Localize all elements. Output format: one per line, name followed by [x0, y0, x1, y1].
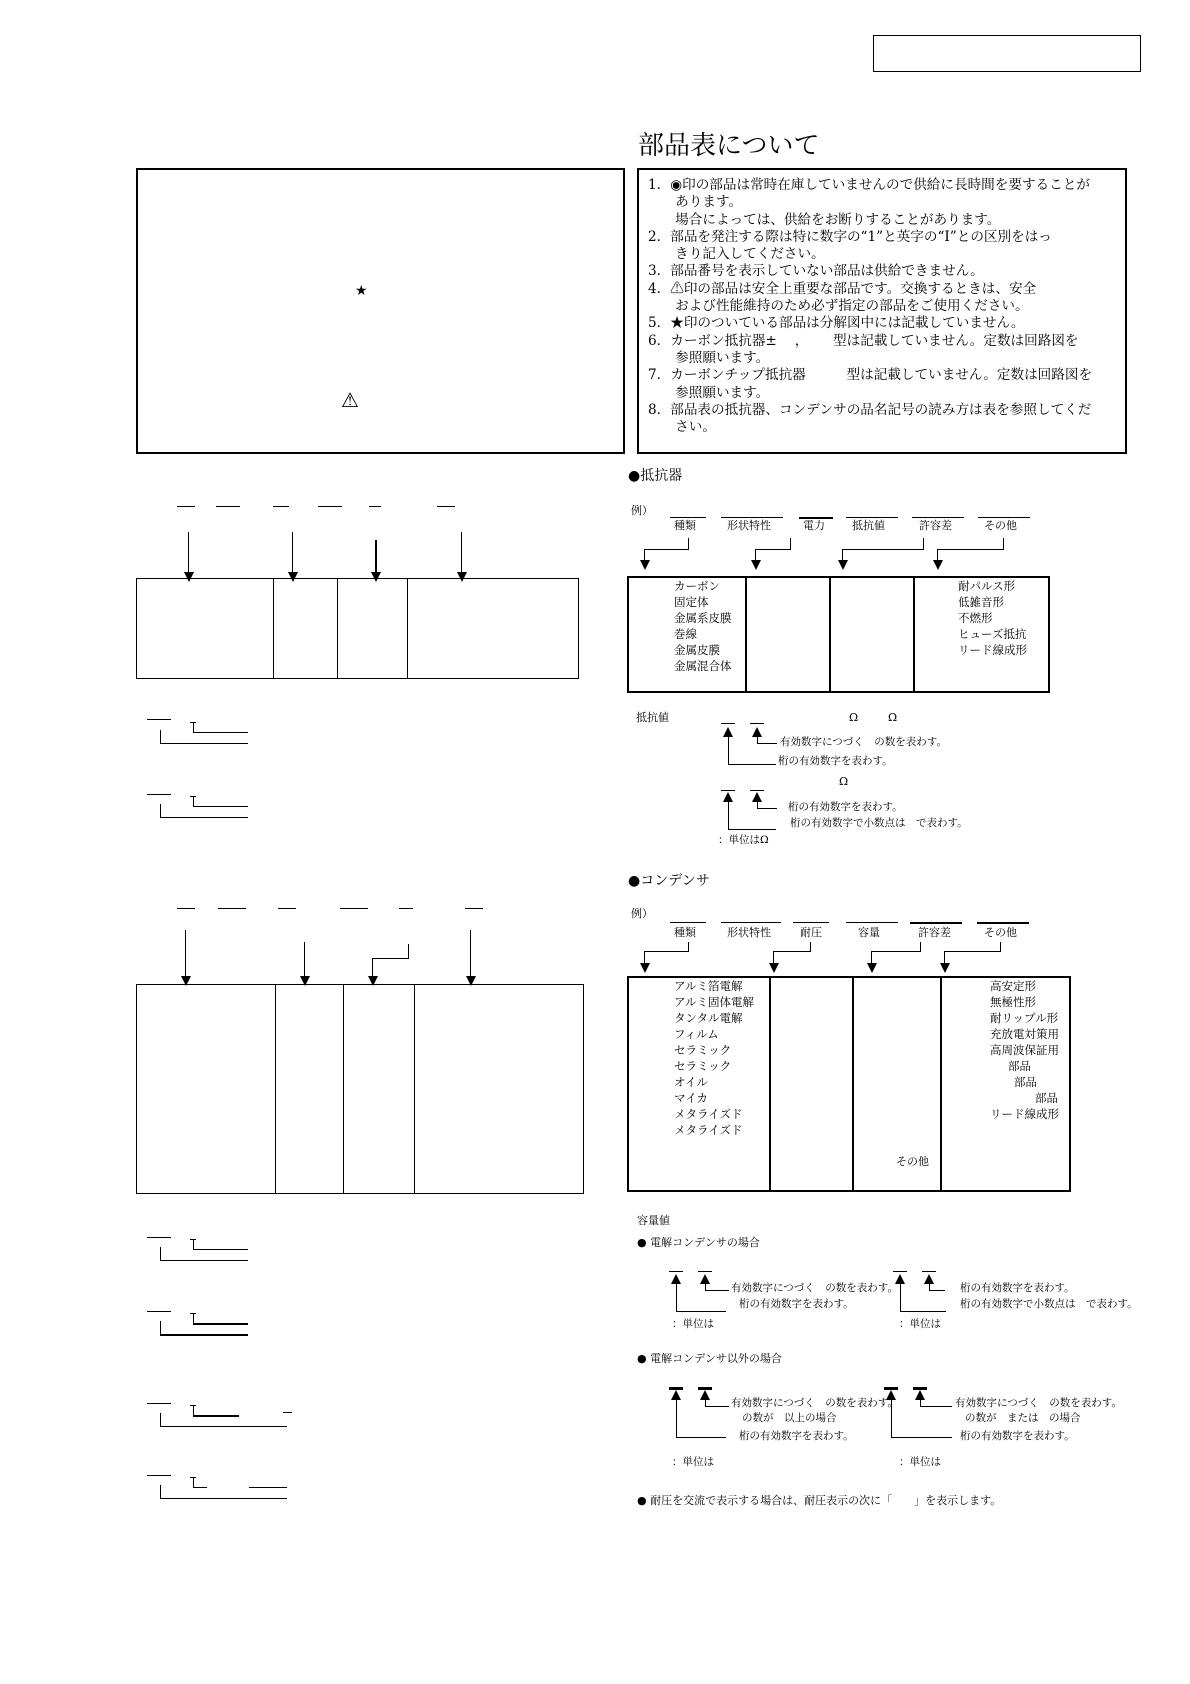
note-line: 8．部品表の抵抗器、コンデンサの品名記号の読み方は表を参照してくだ	[648, 401, 1092, 418]
page-title: 部品表について	[638, 131, 820, 161]
omega-symbol: Ω	[888, 711, 898, 724]
note-line: 場合によっては、供給をお断りすることがあります。	[648, 211, 1001, 228]
resistor-other-list: 耐パルス形 低雑音形 不燃形 ヒューズ抵抗 リード線成形	[958, 579, 1027, 657]
resistance-note: 桁の有効数字を表わす。	[788, 801, 903, 813]
capacity-note: 桁の有効数字を表わす。	[739, 1430, 854, 1442]
capacitor-example-label: 例）	[631, 907, 653, 920]
capacitor-other-list: 高安定形 無極性形 耐リップル形 充放電対策用 高周波保証用 部品 部品 部品 リード線成形	[990, 979, 1059, 1121]
capacity-note: 有効数字につづく の数を表わす。	[731, 1397, 898, 1409]
header-model-box	[873, 35, 1141, 72]
note-line: さい。	[648, 419, 716, 436]
capacity-unit: ：単位は	[672, 1318, 714, 1330]
note-line: きり記入してください。	[648, 246, 825, 263]
notes-list	[648, 177, 1092, 436]
capacity-unit: ：単位は	[672, 1456, 714, 1468]
capacitor-field-voltage: 耐圧	[800, 926, 822, 939]
resistor-field-shape: 形状特性	[727, 519, 771, 532]
resistance-note: 桁の有効数字で小数点は で表わす。	[790, 817, 968, 829]
capacity-value-label: 容量値	[637, 1214, 670, 1227]
resistor-field-power: 電力	[803, 519, 825, 532]
capacity-unit: ：単位は	[899, 1456, 941, 1468]
capacitor-field-tolerance: 許容差	[918, 926, 951, 939]
note-line: 2．部品を発注する際は特に数字の“1”と英字の“I”との区別をはっ	[648, 228, 1052, 245]
note-line: 3．部品番号を表示していない部品は供給できません。	[648, 263, 984, 280]
capacity-note: 有効数字につづく の数を表わす。	[731, 1282, 898, 1294]
note-line: 4．⚠印の部品は安全上重要な部品です。交換するときは、安全	[648, 280, 1037, 297]
capacitor-heading: ●コンデンサ	[628, 873, 710, 889]
ac-voltage-note: ● 耐圧を交流で表示する場合は、耐圧表示の次に「 」を表示します。	[637, 1494, 1002, 1507]
omega-symbol: Ω	[839, 775, 849, 788]
warning-icon: ⚠	[341, 388, 359, 412]
left-notice-box	[136, 168, 625, 454]
resistance-unit: ：単位はΩ	[718, 834, 769, 846]
capacity-note: 桁の有効数字を表わす。	[960, 1282, 1075, 1294]
capacity-note: の数が または の場合	[965, 1412, 1081, 1424]
capacity-other-label: その他	[896, 1155, 929, 1168]
note-line: 1．◉印の部品は常時在庫していませんので供給に長時間を要することが	[648, 177, 1090, 193]
left-resistor-table	[136, 578, 579, 679]
note-line: 参照願います。	[648, 349, 770, 366]
note-line: 6．カーボン抵抗器± ， 型は記載していません。定数は回路図を	[648, 332, 1079, 349]
resistor-field-type: 種類	[674, 519, 696, 532]
capacitor-field-capacity: 容量	[858, 926, 880, 939]
resistance-note: 有効数字につづく の数を表わす。	[780, 736, 947, 748]
capacitor-field-other: その他	[984, 926, 1017, 939]
resistor-heading: ●抵抗器	[628, 468, 683, 484]
electrolytic-heading: ● 電解コンデンサの場合	[637, 1236, 760, 1249]
capacitor-field-shape: 形状特性	[727, 926, 771, 939]
omega-symbol: Ω	[849, 711, 859, 724]
capacitor-field-type: 種類	[674, 926, 696, 939]
resistor-field-other: その他	[984, 519, 1017, 532]
capacity-note: の数が 以上の場合	[742, 1412, 837, 1424]
capacity-note: 桁の有効数字を表わす。	[739, 1298, 854, 1310]
note-line: 参照願います。	[648, 384, 770, 401]
capacity-note: 有効数字につづく の数を表わす。	[955, 1397, 1122, 1409]
resistance-value-label: 抵抗値	[636, 711, 669, 724]
star-mark: ★	[355, 283, 368, 299]
capacity-note: 桁の有効数字を表わす。	[960, 1430, 1075, 1442]
resistor-field-tolerance: 許容差	[919, 519, 952, 532]
note-line: および性能維持のため必ず指定の部品をご使用ください。	[648, 298, 1029, 315]
note-line: あります。	[648, 194, 743, 211]
resistor-field-resistance: 抵抗値	[852, 519, 885, 532]
note-line: 5．★印のついている部品は分解図中には記載していません。	[648, 315, 1025, 332]
note-line: 7．カーボンチップ抵抗器 型は記載していません。定数は回路図を	[648, 367, 1093, 384]
non-electrolytic-heading: ● 電解コンデンサ以外の場合	[637, 1352, 782, 1365]
resistor-type-list: カーボン 固定体 金属系皮膜 巻線 金属皮膜 金属混合体	[674, 579, 732, 673]
capacitor-type-list: アルミ箔電解 アルミ固体電解 タンタル電解 フィルム セラミック セラミック オイル マイカ メタライズド メタライズド	[674, 979, 755, 1137]
capacity-unit: ：単位は	[899, 1318, 941, 1330]
left-capacitor-table	[136, 984, 584, 1194]
capacity-note: 桁の有効数字で小数点は で表わす。	[960, 1298, 1138, 1310]
resistance-note: 桁の有効数字を表わす。	[778, 755, 893, 767]
resistor-example-label: 例）	[631, 504, 653, 517]
